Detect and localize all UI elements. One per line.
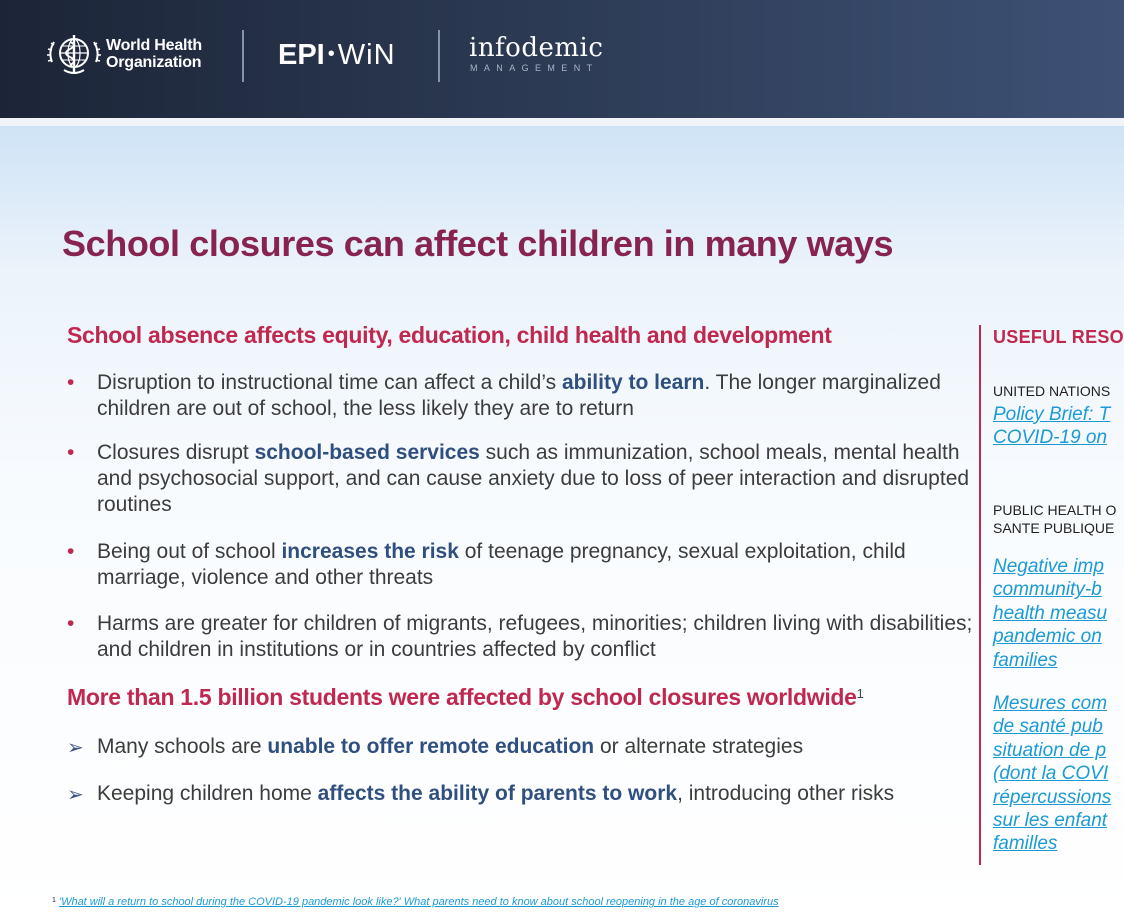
who-emblem-icon (46, 32, 102, 76)
resources-title: USEFUL RESO (993, 327, 1124, 347)
resource-link-negative-impacts[interactable]: Negative imp community-b health measu pandemic on families (993, 556, 1108, 671)
epi-win-logo (278, 38, 396, 71)
slide (0, 126, 1124, 921)
highlight-text: unable to offer remote education (267, 735, 595, 758)
section-heading-equity: School absence affects equity, education, child health and development (67, 322, 832, 348)
header-divider (242, 30, 244, 82)
resource-source-public-health: PUBLIC HEALTH O SANTE PUBLIQUE (993, 502, 1117, 536)
footnote-link[interactable]: 'What will a return to school during the COVID-19 pandemic look like?' What parents need to know about school reopening in the age of coronavirus (58, 896, 779, 908)
slide-title: School closures can affect children in many ways (62, 223, 894, 264)
resource-link-un-policy-brief[interactable]: Policy Brief: T COVID-19 on (993, 404, 1111, 449)
bullet-marker: • (67, 371, 75, 394)
header-gap (0, 118, 1124, 126)
footnote (52, 896, 779, 908)
arrow-bullet-icon: ➢ (67, 737, 84, 759)
highlight-text: ability to learn (561, 371, 705, 394)
bullet-item: • Disruption to instructional time can affect a child’s ability to learn. The longer marginalized children are out of school, the less likely they are to return (67, 371, 941, 420)
epi-logo-part2: WiN (337, 39, 396, 71)
bullet-marker: • (67, 441, 75, 464)
epi-logo-dot: • (327, 43, 335, 65)
epi-logo-part1: EPI (278, 39, 325, 71)
bullet-item: • Being out of school increases the risk of teenage pregnancy, sexual exploitation, child marriage, violence and other threats (67, 540, 906, 589)
infodemic-logo: infodemic (469, 33, 604, 63)
arrow-bullet-icon: ➢ (67, 784, 84, 806)
bullet-marker: • (67, 612, 75, 635)
resource-link-mesures[interactable]: Mesures com de santé pub situation de p (dont la COVI répercussions sur les enfant familles (993, 693, 1112, 855)
arrow-item: ➢ Keeping children home affects the ability of parents to work, introducing other risks (67, 782, 895, 806)
footnote-number: 1 (52, 897, 56, 904)
header-divider (438, 30, 440, 82)
highlight-text: school-based services (254, 441, 480, 464)
highlight-text: affects the ability of parents to work (317, 782, 678, 805)
who-name-line2: Organization (106, 54, 202, 71)
header-bar (0, 0, 1124, 118)
footnote-ref: 1 (856, 686, 864, 701)
who-name-line1: World Health (106, 37, 202, 54)
bullet-item: • Harms are greater for children of migrants, refugees, minorities; children living with disabilities; and children in institutions or in countries affected by conflict (67, 612, 973, 661)
section-heading-students: More than 1.5 billion students were affected by school closures worldwide$^1$ (67, 684, 864, 710)
bullet-item: • Closures disrupt school-based services such as immunization, school meals, mental health and psychosocial support, and can cause anxiety due to loss of peer interaction and disrupted routines (67, 441, 970, 516)
highlight-text: increases the risk (281, 540, 459, 563)
infodemic-logo-subtitle: MANAGEMENT (470, 63, 599, 73)
arrow-item: ➢ Many schools are unable to offer remote education or alternate strategies (67, 735, 804, 759)
bullet-marker: • (67, 540, 75, 563)
resources-divider (979, 325, 981, 865)
who-name (106, 37, 202, 71)
resource-source-un: UNITED NATIONS (993, 383, 1111, 399)
